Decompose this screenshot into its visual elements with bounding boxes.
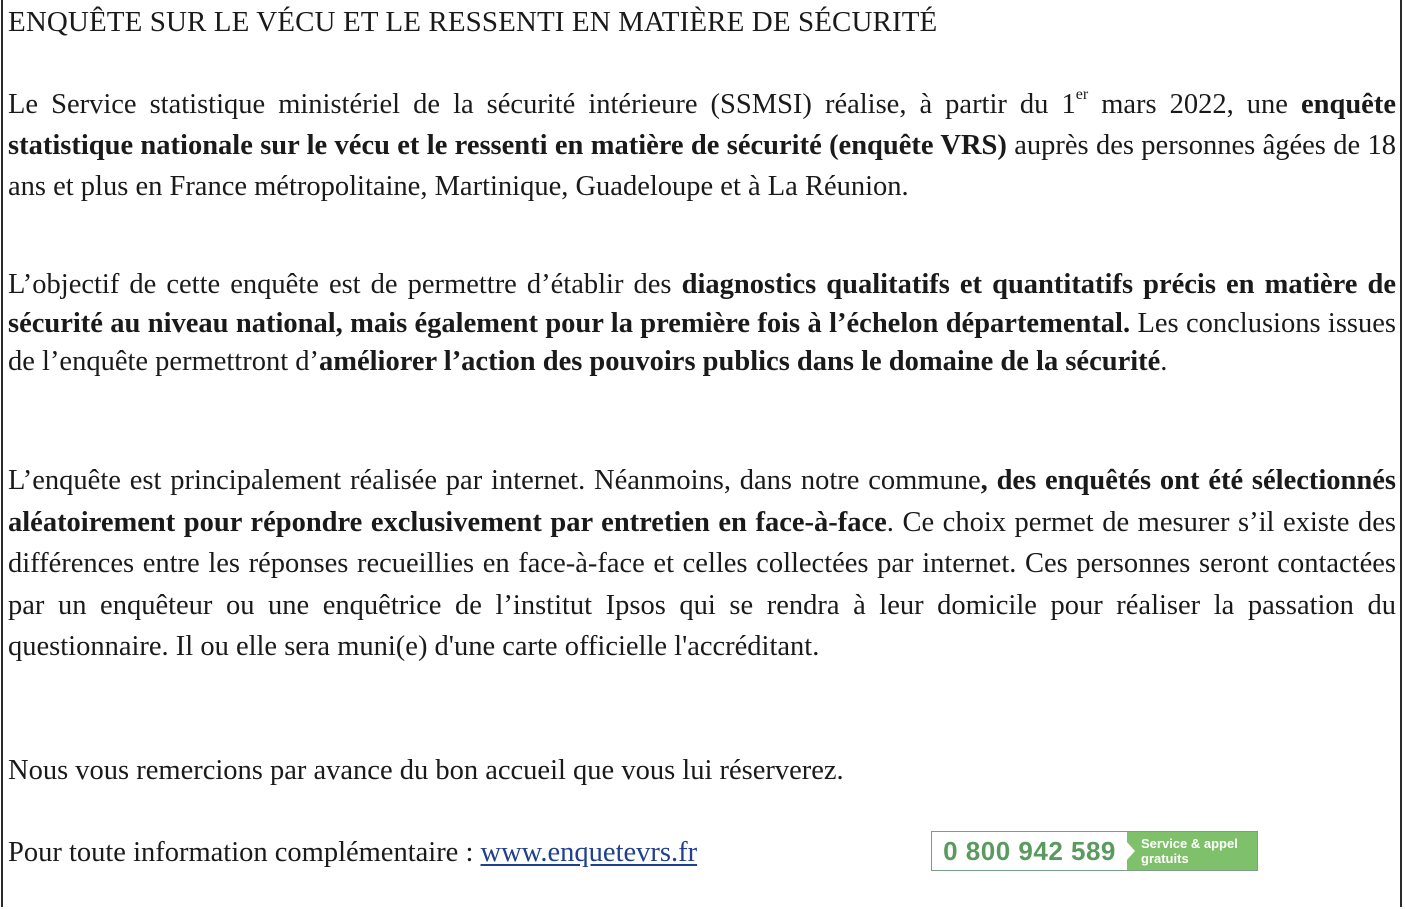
paragraph-intro-text-1: Le Service statistique ministériel de la sécurité intérieure (SSMSI) réalise, à partir du 1 <box>8 89 1076 120</box>
ordinal-superscript: er <box>1075 86 1089 103</box>
paragraph-method-text-1: L’enquête est principalement réalisée par internet. Néanmoins, dans notre commune <box>8 465 981 496</box>
paragraph-method-text-2: . Ce choix permet de mesurer s’il existe des différences entre les réponses recueillies en face-à-face et celles collectées par internet. Ces personnes seront contactées par un enquêteur ou une enquêtrice de l’institut Ipsos qui se rendra à leur domicile pour réaliser la passation du questionnaire. Il ou elle sera muni(e) d'une carte officielle l'accréditant. <box>8 506 1397 662</box>
paragraph-method <box>8 460 1396 668</box>
paragraph-objective-text-2: Les conclusions issues de l’enquête permettront d’ <box>8 307 1396 377</box>
paragraph-objective-bold-1: diagnostics qualitatifs et quantitatifs précis en matière de sécurité au niveau national, mais également pour la première fois à l’échelon départemental. <box>8 269 1397 339</box>
paragraph-intro-text-2: mars 2022, une <box>1088 89 1301 120</box>
paragraph-thanks: Nous vous remercions par avance du bon accueil que vous lui réserverez. <box>8 755 844 786</box>
free-service-tag-line-2: gratuits <box>1141 851 1189 866</box>
paragraph-method-bold: , des enquêtés ont été sélectionnés aléatoirement pour répondre exclusivement par entretien en face-à-face <box>8 465 1396 538</box>
paragraph-objective-text-1: L’objectif de cette enquête est de permettre d’établir des <box>8 269 682 300</box>
paragraph-intro-text-3: auprès des personnes âgées de 18 ans et plus en France métropolitaine, Martinique, Guadeloupe et à La Réunion. <box>8 130 1396 202</box>
phone-number: 0 800 942 589 <box>943 835 1116 866</box>
free-service-tag-line-1: Service & appel <box>1141 836 1238 851</box>
paragraph-objective-text-3: . <box>1160 346 1168 377</box>
document-title: ENQUÊTE SUR LE VÉCU ET LE RESSENTI EN MATIÈRE DE SÉCURITÉ <box>8 6 938 38</box>
paragraph-intro <box>8 84 1396 207</box>
paragraph-intro-bold: enquête statistique nationale sur le vécu et le ressenti en matière de sécurité (enquête VRS) <box>8 89 1396 161</box>
free-phone-badge[interactable] <box>931 831 1258 871</box>
paragraph-objective <box>8 266 1396 382</box>
info-label: Pour toute information complémentaire : <box>8 837 481 868</box>
survey-website-link[interactable]: www.enquetevrs.fr <box>480 837 698 868</box>
free-service-tag <box>1127 832 1257 870</box>
paragraph-objective-bold-2: améliorer l’action des pouvoirs publics dans le domaine de la sécurité <box>319 346 1161 377</box>
